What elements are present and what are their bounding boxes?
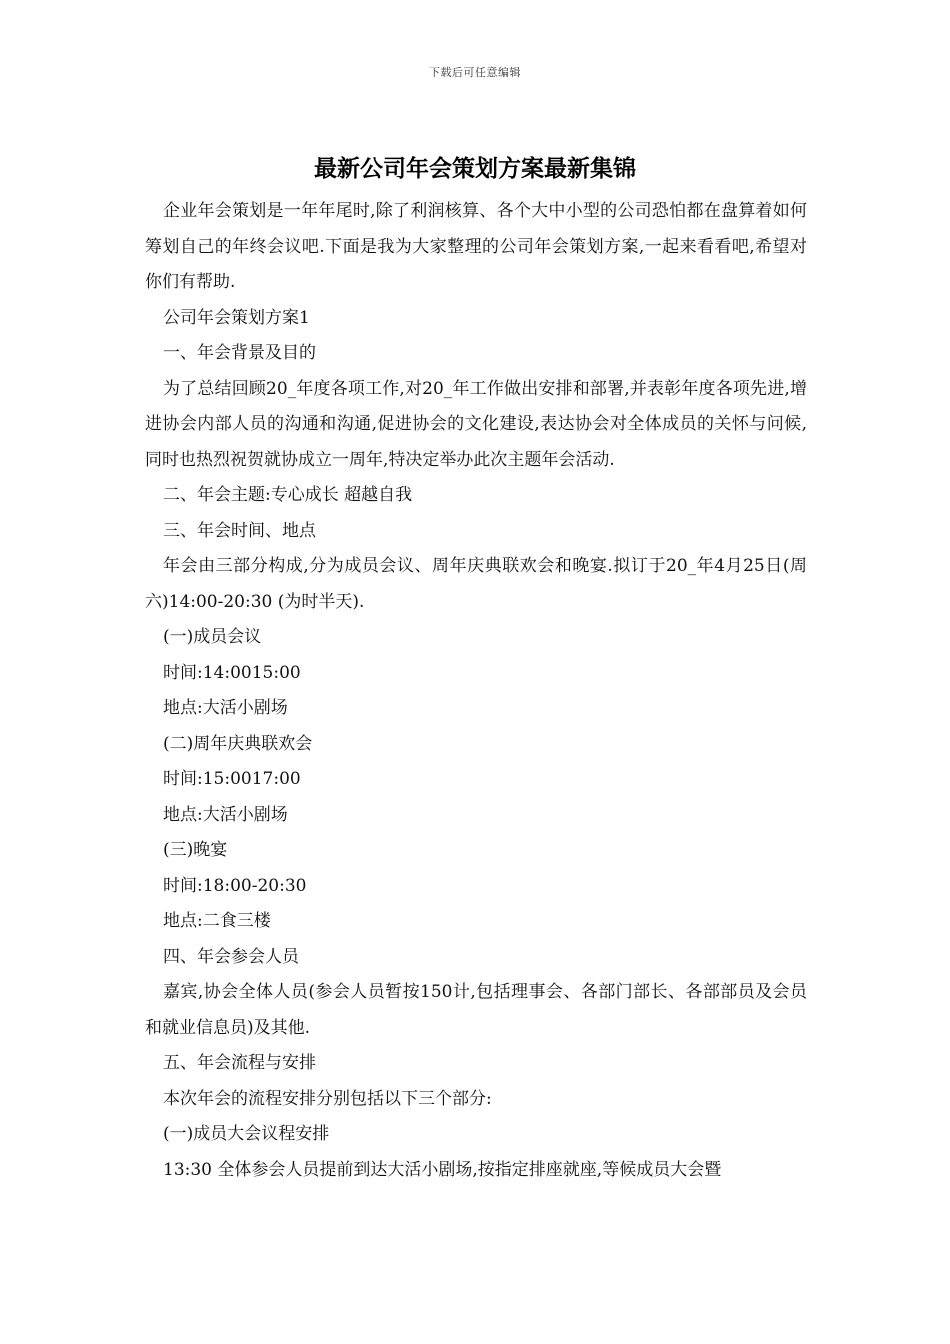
celebration-time: 时间:15:0017:00 xyxy=(163,769,301,789)
section-heading-theme: 二、年会主题:专心成长 超越自我 xyxy=(163,485,413,505)
paragraph-attendees: 嘉宾,协会全体人员(参会人员暂按150计,包括理事会、各部门部长、各部部员及会员和就业信息员)及其他. xyxy=(145,982,807,1038)
subsection-member-meeting: (一)成员会议 xyxy=(163,627,262,647)
paragraph-process-intro: 本次年会的流程安排分别包括以下三个部分: xyxy=(163,1088,492,1109)
paragraph-time-place: 年会由三部分构成,分为成员会议、周年庆典联欢会和晚宴.拟订于20_年4月25日(周六)14:00-20:30 (为时半天). xyxy=(145,556,807,612)
section-heading-attendees: 四、年会参会人员 xyxy=(163,946,299,967)
section-heading-background: 一、年会背景及目的 xyxy=(163,343,316,363)
paragraph-plan-heading: 公司年会策划方案1 xyxy=(163,307,310,328)
member-meeting-time: 时间:14:0015:00 xyxy=(163,662,301,683)
dinner-time: 时间:18:00-20:30 xyxy=(163,875,307,896)
section-heading-time-place: 三、年会时间、地点 xyxy=(163,520,316,541)
document-body xyxy=(145,194,807,1188)
section-heading-process: 五、年会流程与安排 xyxy=(163,1053,316,1073)
member-meeting-place: 地点:大活小剧场 xyxy=(163,698,288,718)
paragraph-background: 为了总结回顾20_年度各项工作,对20_年工作做出安排和部署,并表彰年度各项先进,增进协会内部人员的沟通和沟通,促进协会的文化建设,表达协会对全体成员的关怀与问候,同时也热烈祝贺就协成立一周年,特决定举办此次主题年会活动. xyxy=(145,378,807,470)
subsection-dinner: (三)晚宴 xyxy=(163,840,228,860)
subsection-member-agenda: (一)成员大会议程安排 xyxy=(163,1124,330,1144)
dinner-place: 地点:二食三楼 xyxy=(163,911,271,931)
celebration-place: 地点:大活小剧场 xyxy=(163,804,288,825)
document-title: 最新公司年会策划方案最新集锦 xyxy=(314,155,636,182)
header-note: 下载后可任意编辑 xyxy=(429,66,521,79)
paragraph-agenda-1330: 13:30 全体参会人员提前到达大活小剧场,按指定排座就座,等候成员大会暨 xyxy=(163,1159,722,1180)
subsection-celebration: (二)周年庆典联欢会 xyxy=(163,733,313,754)
paragraph-intro: 企业年会策划是一年年尾时,除了利润核算、各个大中小型的公司恐怕都在盘算着如何筹划自己的年终会议吧.下面是我为大家整理的公司年会策划方案,一起来看看吧,希望对你们有帮助. xyxy=(145,201,807,292)
